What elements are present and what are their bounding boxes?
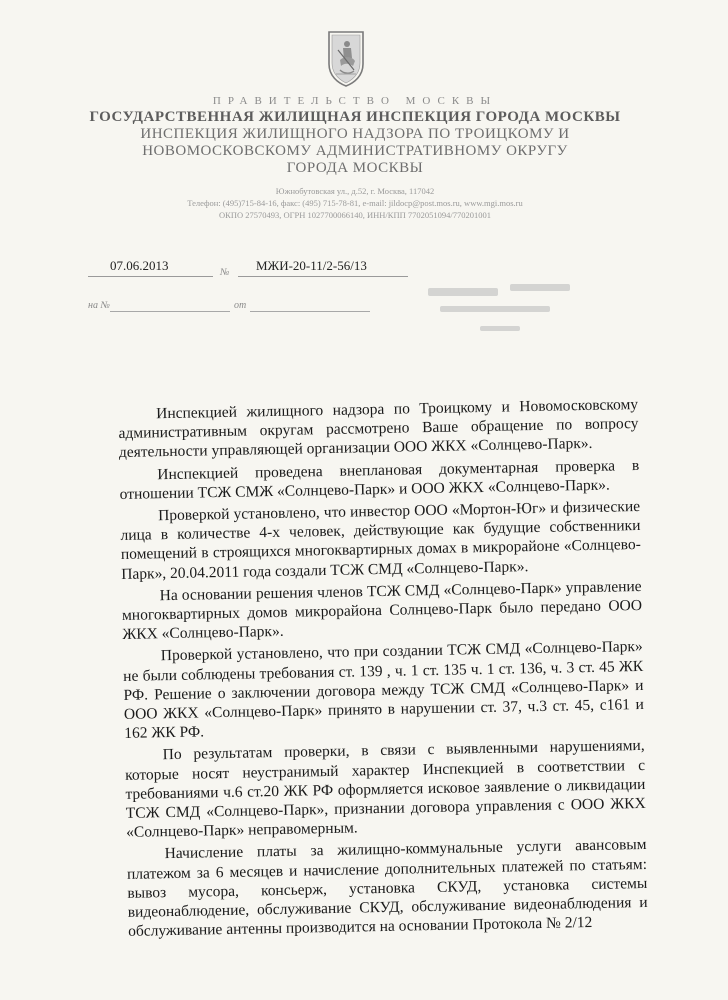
reference-date-label: от: [234, 300, 247, 311]
government-name: ПРАВИТЕЛЬСТВО МОСКВЫ: [212, 95, 498, 107]
contact-details: [70, 185, 640, 221]
redaction-mark: [510, 284, 570, 291]
number-label: №: [220, 267, 230, 278]
inspection-subtitle-line: ИНСПЕКЦИЯ ЖИЛИЩНОГО НАДЗОРА ПО ТРОИЦКОМУ И: [140, 126, 570, 142]
address-line: Южнобутовская ул., д.52, г. Москва, 117042: [275, 186, 435, 196]
reference-number-label: на №: [88, 300, 110, 311]
moscow-coat-of-arms-icon: [326, 30, 366, 88]
body-paragraph: Проверкой установлено, что инвестор ООО «Мортон-Юг» и физические лица в количестве 4-х человек, действующие как будущие собственники помещений в строящихся многоквартирных домах в микрорайоне «Солнцево-Парк», 20.04.2011 года создали ТСЖ СМД «Солнцево-Парк».: [120, 498, 641, 583]
body-paragraph: По результатам проверки, в связи с выявленными нарушениями, которые носят неустранимый характер Инспекцией в соответствии с требованиями ч.6 ст.20 ЖК РФ оформляется исковое заявление о ликвидации ТСЖ СМД «Солнцево-Парк», признании договора управления с ООО ЖКХ «Солнцево-Парк» неправомерным.: [124, 737, 646, 842]
inspection-title: ГОСУДАРСТВЕННАЯ ЖИЛИЩНАЯ ИНСПЕКЦИЯ ГОРОДА МОСКВЫ: [89, 109, 621, 125]
redaction-mark: [480, 326, 520, 331]
phone-line: Телефон: (495)715-84-16, факс: (495) 715-78-81, e-mail: jildocp@post.mos.ru, www.mgi.mos.ru: [187, 198, 523, 208]
date-underline: [88, 276, 213, 277]
number-underline: [238, 276, 408, 277]
reference-date-underline: [250, 311, 370, 312]
body-paragraph: Инспекцией проведена внеплановая документарная проверка в отношении ТСЖ СМЖ «Солнцево-Парк» и ООО ЖКХ «Солнцево-Парк».: [119, 456, 640, 503]
registration-line: [88, 258, 408, 280]
registry-codes-line: ОКПО 27570493, ОГРН 1027700066140, ИНН/КПП 7702051094/770201001: [219, 210, 491, 220]
letter-body: [118, 395, 648, 944]
letter-date: 07.06.2013: [110, 258, 169, 273]
reference-line: [88, 300, 378, 314]
inspection-subtitle-line: НОВОМОСКОВСКОМУ АДМИНИСТРАТИВНОМУ ОКРУГУ: [142, 143, 568, 159]
redaction-mark: [428, 288, 498, 296]
redaction-mark: [440, 306, 550, 312]
body-paragraph: Начисление платы за жилищно-коммунальные услуги авансовым платежом за 6 месяцев и начисление дополнительных платежей по статьям: вывоз мусора, консьерж, установка СКУД, установка системы видеонаблюдение, обслуживание СКУД, обслуживание видеонаблюдения и обслуживание антенны производится на основании Протокола № 2/12: [126, 836, 648, 941]
reference-number-underline: [110, 311, 230, 312]
body-paragraph: Проверкой установлено, что при создании ТСЖ СМД «Солнцево-Парк» не были соблюдены требования ст. 139 , ч. 1 ст. 135 ч. 1 ст. 136, ч. 3 ст. 45 ЖК РФ. Решение о заключении договора между ТСЖ СМД «Солнцево-Парк» и ООО ЖКХ «Солнцево-Парк» принято в нарушении ст. 37, ч.3 ст. 45, с161 и 162 ЖК РФ.: [123, 638, 645, 743]
inspection-subtitle-line: ГОРОДА МОСКВЫ: [286, 160, 424, 176]
redacted-addressee: [420, 270, 600, 350]
letter-number: МЖИ-20-11/2-56/13: [256, 258, 367, 273]
body-paragraph: Инспекцией жилищного надзора по Троицкому и Новомосковскому административным округам рассмотрено Ваше обращение по вопросу деятельности управляющей организации ООО ЖКХ «Солнцево-Парк».: [118, 396, 639, 462]
body-paragraph: На основании решения членов ТСЖ СМД «Солнцево-Парк» управление многоквартирных домов микрорайона Солнцево-Парк было передано ООО ЖКХ «Солнцево-Парк».: [121, 577, 643, 644]
letterhead: [70, 95, 640, 221]
